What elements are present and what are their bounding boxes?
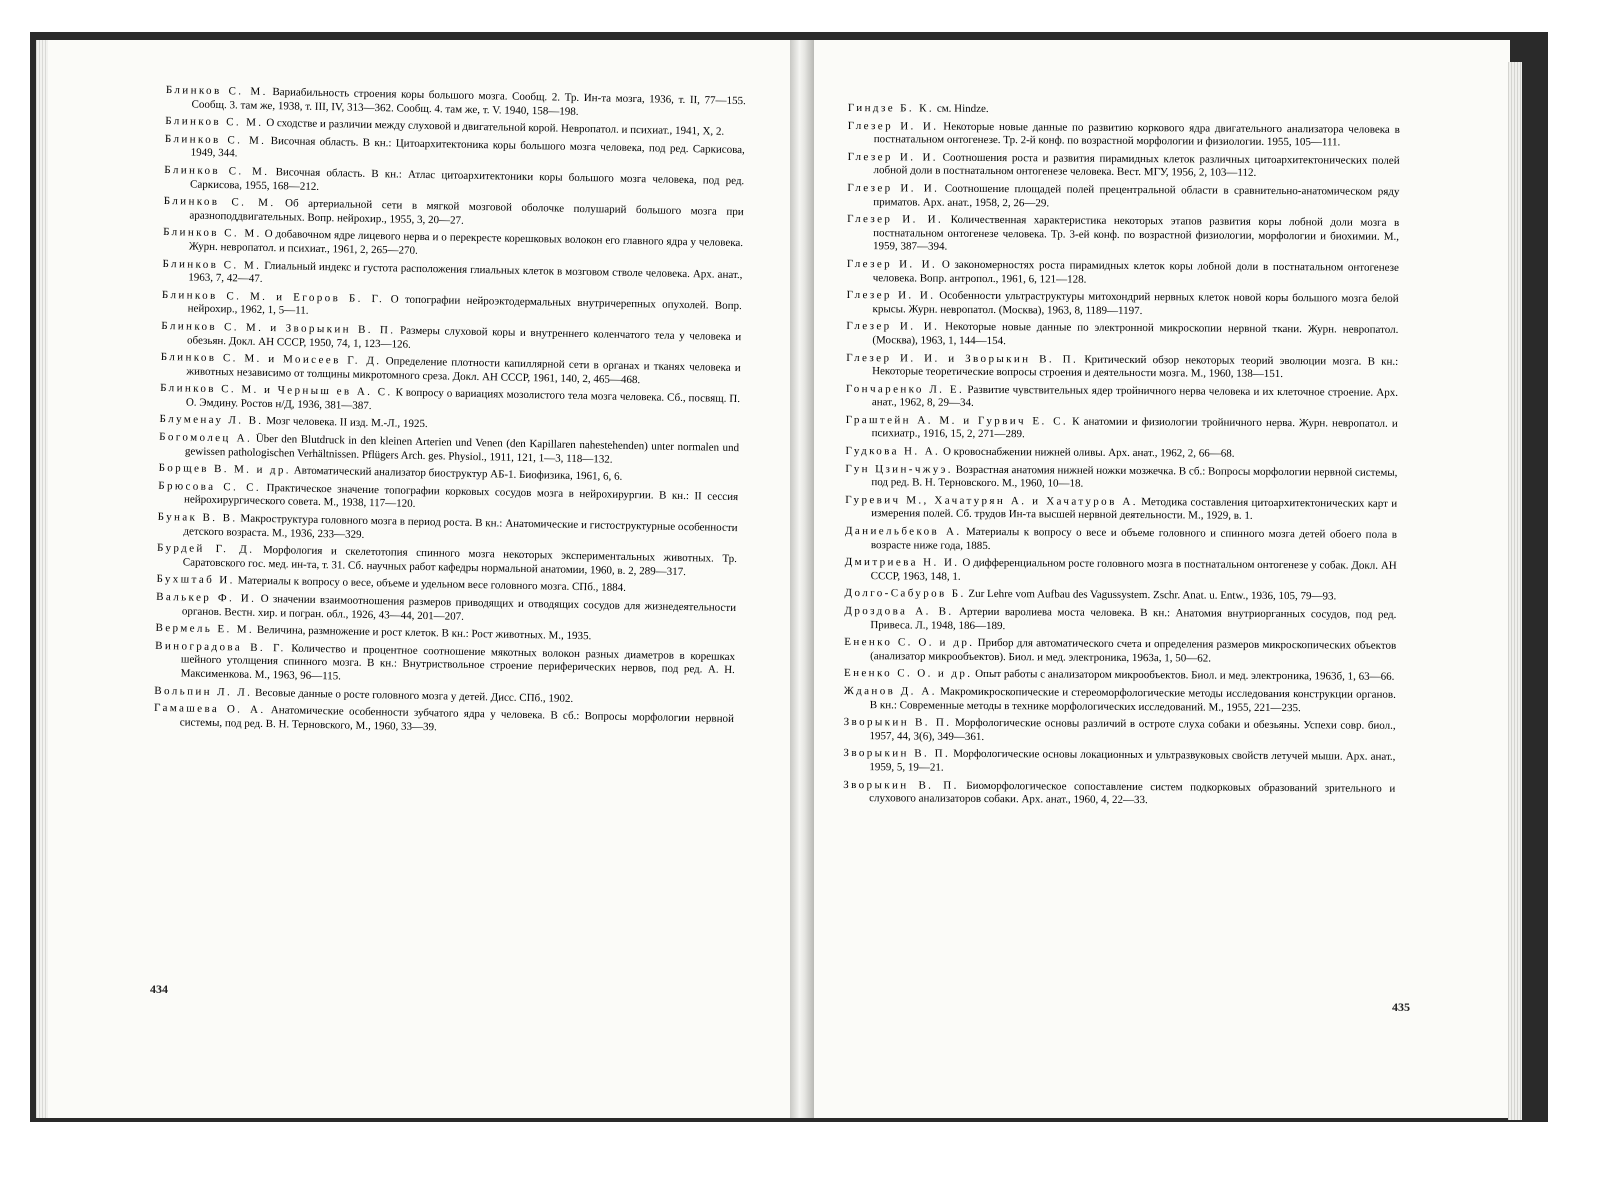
entry-text: Морфология и скелетотопия спинного мозга некоторых экспериментальных животных. Тр. Саратовского гос. мед. ин-та, т. 31. Сб. научных работ кафедры нормальной анатомии, 1960, в. 2, 289—317.	[182, 544, 738, 578]
entry-text: Соотношения роста и развития пирамидных клеток различных цитоархитектонических полей лобной доли в постнатальном онтогенезе человека. Вест. МГУ, 1956, 2, 103—112.	[873, 151, 1400, 180]
entry-text: Анатомические особенности зубчатого ядра у человека. В сб.: Вопросы морфологии нервной системы, под ред. В. Н. Терновского, М., 1960, 33—39.	[179, 704, 735, 734]
entry-author: Глезер И. И.	[846, 320, 940, 333]
entry-author: Гуревич М., Хачатурян А. и Хачатуров А.	[845, 493, 1138, 508]
entry-text: Некоторые новые данные по развитию коркового ядра двигательного анализатора человека в постнатальном онтогенезе. Тр. 2-й конф. по возрастной морфологии и физиологии. 1955, 105—111.	[873, 120, 1400, 149]
bibliography-entry	[846, 383, 1398, 414]
entry-text: Вариабильность строения коры большого мозга. Сообщ. 2. Тр. Ин-та мозга, 1936, т. II, 77—155. Сообщ. 3. там же, 1938, т. III, IV, 313—362. Сообщ. 4. там же, т. V. 1940, 158—198.	[191, 86, 746, 118]
entry-text: Соотношение площадей полей прецентральной области в сравнительно-анатомическом ряду приматов. Арх. анат., 1958, 2, 26—29.	[873, 182, 1400, 209]
entry-author: Вермель Е. М.	[155, 622, 255, 636]
entry-text: Биоморфологическое сопоставление систем подкорковых образований зрительного и слухового анализаторов собаки. Арх. анат., 1960, 4, 22—33.	[869, 779, 1396, 807]
right-page-edges	[1508, 62, 1522, 1120]
entry-text: О кровоснабжении нижней оливы. Арх. анат., 1962, 2, 66—68.	[942, 445, 1235, 460]
entry-author: Гончаренко Л. Е.	[845, 382, 965, 396]
bibliography-entry	[844, 605, 1396, 636]
entry-author: Блинков С. М.	[164, 163, 270, 178]
bibliography-entry	[845, 556, 1397, 587]
entry-text: Zur Lehre vom Aufbau des Vagussystem. Zschr. Anat. u. Entw., 1936, 105, 79—93.	[968, 588, 1337, 603]
entry-text: Об артериальной сети в мягкой мозговой оболочке полушарий большого мозга при аразноподдвигательных. Вопр. нейрохир., 1955, 3, 20—27.	[189, 197, 744, 227]
entry-author: Блинков С. М.	[162, 257, 262, 272]
bibliography-entry	[846, 414, 1398, 445]
entry-author: Зворыкин В. П.	[843, 747, 951, 761]
entry-author: Брюсова С. С.	[158, 479, 262, 494]
entry-text: Морфологические основы локационных и ультразвуковых свойств летучей мыши. Арх. анат., 1959, 5, 19—21.	[869, 748, 1396, 774]
entry-author: Глезер И. И.	[847, 150, 939, 164]
entry-text: Материалы к вопросу о весе и объеме головного и спинного мозга детей обоего пола в возрасте ниже года, 1885.	[870, 525, 1398, 552]
bibliography-entry	[843, 747, 1395, 778]
entry-author: Блуменау Л. В.	[159, 413, 264, 428]
entry-text: Количество и процентное соотношение мякотных волокон разных диаметров в корешках шейного утолщения спинного мозга. В кн.: Внутриствольное строение периферических нервов, под ред. А. Н. Максименкова. М., 1963, 96—115.	[180, 642, 736, 683]
entry-author: Жданов Д. А.	[843, 684, 937, 698]
bibliography-entry	[846, 320, 1398, 351]
entry-author: Богомолец А.	[159, 430, 253, 445]
entry-text: К вопросу о вариациях мозолистого тела мозга человека. Сб., посвящ. П. О. Эмдину. Ростов н/Д, 1936, 381—387.	[185, 386, 741, 412]
entry-text: Височная область. В кн.: Цитоархитектоника коры большого мозга человека, под ред. Саркисова, 1949, 344.	[190, 134, 745, 160]
entry-author: Блинков С. М. и Зворыкин В. П.	[161, 319, 396, 337]
right-bibliography-column	[843, 102, 1400, 814]
entry-text: О закономерностях роста пирамидных клеток коры лобной доли в постнатальном онтогенезе человека. Вопр. антропол., 1961, 6, 121—128.	[872, 258, 1399, 286]
entry-author: Вольпин Л. Л.	[154, 684, 253, 699]
entry-text: Über den Blutdruck in den kleinen Arterien und Venen (den Kapillaren nahestehenden) unter normalen und gewissen pathologischen Verhältnissen. Pflügers Arch. ges. Physiol., 1911, 121, 1—3, 118—132.	[184, 432, 740, 466]
entry-text: О дифференциальном росте головного мозга в постнатальном онтогенезе у собак. Докл. АН СССР, 1963, 148, 1.	[870, 557, 1397, 583]
entry-author: Дмитриева Н. И.	[844, 556, 960, 570]
entry-text: Мозг человека. II изд. М.-Л., 1925.	[266, 415, 428, 431]
entry-author: Гун Цзин-чжуэ.	[845, 462, 953, 476]
bibliography-entry	[155, 640, 736, 692]
bibliography-entry	[845, 525, 1397, 556]
entry-text: О значении взаимоотношения размеров приводящих и отводящих сосудов для жизнедеятельности органов. Вестн. хир. и погран. обл., 1926, 43—44, 201—207.	[181, 592, 737, 623]
bibliography-entry	[847, 151, 1399, 182]
bibliography-entry	[154, 702, 734, 740]
entry-author: Блинков С. М.	[165, 84, 268, 98]
entry-author: Глезер И. И. и Зворыкин В. П.	[846, 351, 1079, 366]
entry-author: Глезер И. И.	[847, 181, 940, 195]
entry-text: О топографии нейроэктодермальных внутричерепных опухолей. Вопр. нейрохир., 1962, 1, 5—11.	[187, 293, 742, 318]
entry-author: Глезер И. И.	[847, 119, 939, 133]
entry-text: Количественная характеристика некоторых этапов развития коры лобной доли мозга в постнатальном онтогенезе человека. Тр. 3-ей конф. по возрастной физиологии, морфологии и биохимии. М., 1959, 387—394.	[872, 213, 1400, 254]
entry-author: Зворыкин В. П.	[843, 716, 952, 729]
entry-text: см. Hindze.	[936, 102, 989, 115]
right-page-number: 435	[1392, 1000, 1410, 1014]
entry-author: Блинков С. М. и Егоров Б. Г.	[161, 288, 385, 305]
bibliography-entry	[845, 587, 1397, 604]
entry-author: Долго-Сабуров Б.	[844, 587, 966, 601]
bibliography-entry	[844, 636, 1396, 667]
entry-author: Даниельбеков А.	[844, 525, 962, 538]
entry-author: Блинков С. М.	[163, 195, 276, 210]
entry-text: Макромикроскопические и стереоморфологические методы исследования конструкции органов. В кн.: Современные методы в технике морфологических исследований. М., 1955, 221—235.	[869, 685, 1396, 714]
entry-text: Артерии варолиева моста человека. В кн.: Анатомия внутриорганных сосудов, под ред. Привеса. Л., 1948, 186—189.	[870, 605, 1397, 632]
entry-author: Глезер И. И.	[846, 257, 938, 271]
entry-text: Височная область. В кн.: Атлас цитоархитектоники коры большого мозга человека, под ред. Саркисова, 1955, 168—212.	[189, 166, 745, 193]
bibliography-entry	[844, 716, 1396, 747]
entry-text: Развитие чувствительных ядер тройничного нерва человека и их клеточное строение. Арх. анат., 1962, 8, 29—34.	[871, 383, 1399, 410]
entry-text: Размеры слуховой коры и внутреннего коленчатого тела у человека и обезьян. Докл. АН СССР, 1950, 74, 1, 123—126.	[186, 324, 742, 351]
entry-text: Величина, размножение и рост клеток. В кн.: Рост животных. М., 1935.	[256, 624, 592, 643]
bibliography-entry	[848, 102, 1400, 119]
entry-text: Автоматический анализатор биоструктур АБ-1. Биофизика, 1961, 6, 6.	[293, 464, 623, 484]
entry-author: Ененко С. О. и др.	[843, 667, 973, 681]
entry-author: Ененко С. О. и др.	[844, 636, 975, 650]
entry-author: Глезер И. И.	[846, 289, 936, 302]
entry-text: О добавочном ядре лицевого нерва и о перекресте корешковых волокон его главного ядра у человека. Журн. невропатол. и психиат., 1961, 2, 265—270.	[188, 228, 744, 257]
bibliography-entry	[845, 463, 1397, 494]
entry-author: Гудкова Н. А.	[845, 445, 941, 458]
bibliography-entry	[847, 258, 1399, 289]
entry-author: Бурдей Г. Д.	[156, 542, 255, 557]
entry-author: Блинков С. М. и Моисеев Г. Д.	[160, 351, 382, 368]
book-gutter	[790, 40, 814, 1118]
entry-author: Граштейн А. М. и Гурвич Е. С.	[845, 413, 1069, 428]
entry-text: Весовые данные о росте головного мозга у детей. Дисс. СПб., 1902.	[254, 686, 574, 705]
entry-author: Гиндзе Б. К.	[847, 102, 935, 115]
entry-text: Прибор для автоматического счета и определения размеров микроскопических объектов (анализатор микрообъектов). Биол. и мед. электроника, 1963а, 1, 50—62.	[870, 637, 1397, 665]
entry-author: Блинков С. М. и Черныш ев А. С.	[160, 382, 393, 399]
entry-author: Виноградова В. Г.	[155, 639, 286, 655]
bibliography-entry	[847, 213, 1399, 258]
entry-author: Блинков С. М.	[164, 132, 267, 147]
bibliography-entry	[847, 182, 1399, 213]
entry-author: Дроздова А. В.	[844, 604, 954, 618]
entry-text: Некоторые новые данные по электронной микроскопии нервной ткани. Журн. невропатол. (Москва), 1963, 1, 144—154.	[872, 320, 1399, 348]
entry-text: Материалы к вопросу о весе, объеме и удельном весе головного мозга. СПб., 1884.	[237, 574, 626, 595]
entry-author: Глезер И. И.	[847, 213, 944, 226]
entry-text: Методика составления цитоархитектонических карт и измерения полей. Сб. трудов Ин-та высшей нервной деятельности. М., 1929, в. 1.	[871, 495, 1398, 523]
entry-text: Критический обзор некоторых теорий эволюции мозга. В кн.: Некоторые теоретические вопросы строения и деятельности мозга. М., 1960, 138—151.	[872, 353, 1399, 381]
entry-text: Макроструктура головного мозга в период роста. В кн.: Анатомические и гистоструктурные особенности детского возраста. М., 1936, 233—329.	[183, 512, 738, 541]
entry-text: Глиальный индекс и густота расположения глиальных клеток в мозговом стволе человека. Арх. анат., 1963, 7, 42—47.	[188, 259, 743, 286]
entry-text: К анатомии и физиологии тройничного нерва. Журн. невропатол. и психиатр., 1916, 15, 2, 271—289.	[871, 415, 1398, 441]
entry-text: Морфологические основы различий в остроте слуха собаки и обезьяны. Успехи совр. биол., 1957, 44, 3(6), 349—361.	[869, 716, 1396, 743]
bibliography-entry	[844, 667, 1396, 684]
entry-author: Валькер Ф. И.	[156, 590, 257, 605]
entry-text: О сходстве и различии между слуховой и двигательной корой. Невропатол. и психиат., 1941, X, 2.	[266, 117, 725, 138]
entry-text: Определение плотности капиллярной сети в органах и тканях человека и животных независимо от толщины микротомного среза. Докл. АН СССР, 1961, 140, 2, 465—468.	[186, 355, 741, 386]
entry-author: Борщев В. М. и др.	[158, 462, 292, 477]
entry-author: Бухштаб И.	[156, 573, 235, 587]
entry-author: Блинков С. М.	[163, 226, 262, 241]
bibliography-entry	[846, 445, 1398, 462]
entry-text: Особенности ультраструктуры митохондрий нервных клеток новой коры большого мозга белой крысы. Журн. невропатол. (Москва), 1963, 8, 1189—1197.	[872, 289, 1399, 317]
entry-author: Бунак В. В.	[157, 510, 238, 525]
bibliography-entry	[844, 685, 1396, 716]
bibliography-entry	[843, 779, 1395, 810]
entry-text: Практическое значение топографии корковых сосудов мозга в нейрохирургии. В кн.: II сессия нейрохирургического совета. М., 1938, 117—120.	[183, 481, 739, 511]
entry-author: Блинков С. М.	[165, 115, 264, 130]
bibliography-entry	[848, 120, 1400, 151]
bibliography-entry	[847, 289, 1399, 320]
bibliography-entry	[845, 494, 1397, 525]
entry-author: Зворыкин В. П.	[843, 778, 959, 792]
left-bibliography-column	[154, 84, 746, 744]
left-page-number: 434	[150, 982, 168, 996]
entry-author: Гамашева О. А.	[153, 702, 266, 717]
entry-text: Опыт работы с анализатором микрообъектов. Биол. и мед. электроника, 1963б, 1, 63—66.	[975, 668, 1395, 684]
entry-text: Возрастная анатомия нижней ножки мозжечка. В сб.: Вопросы морфологии нервной системы, под ред. В. Н. Терновского. М., 1960, 10—18.	[871, 463, 1398, 490]
bibliography-entry	[846, 351, 1398, 382]
